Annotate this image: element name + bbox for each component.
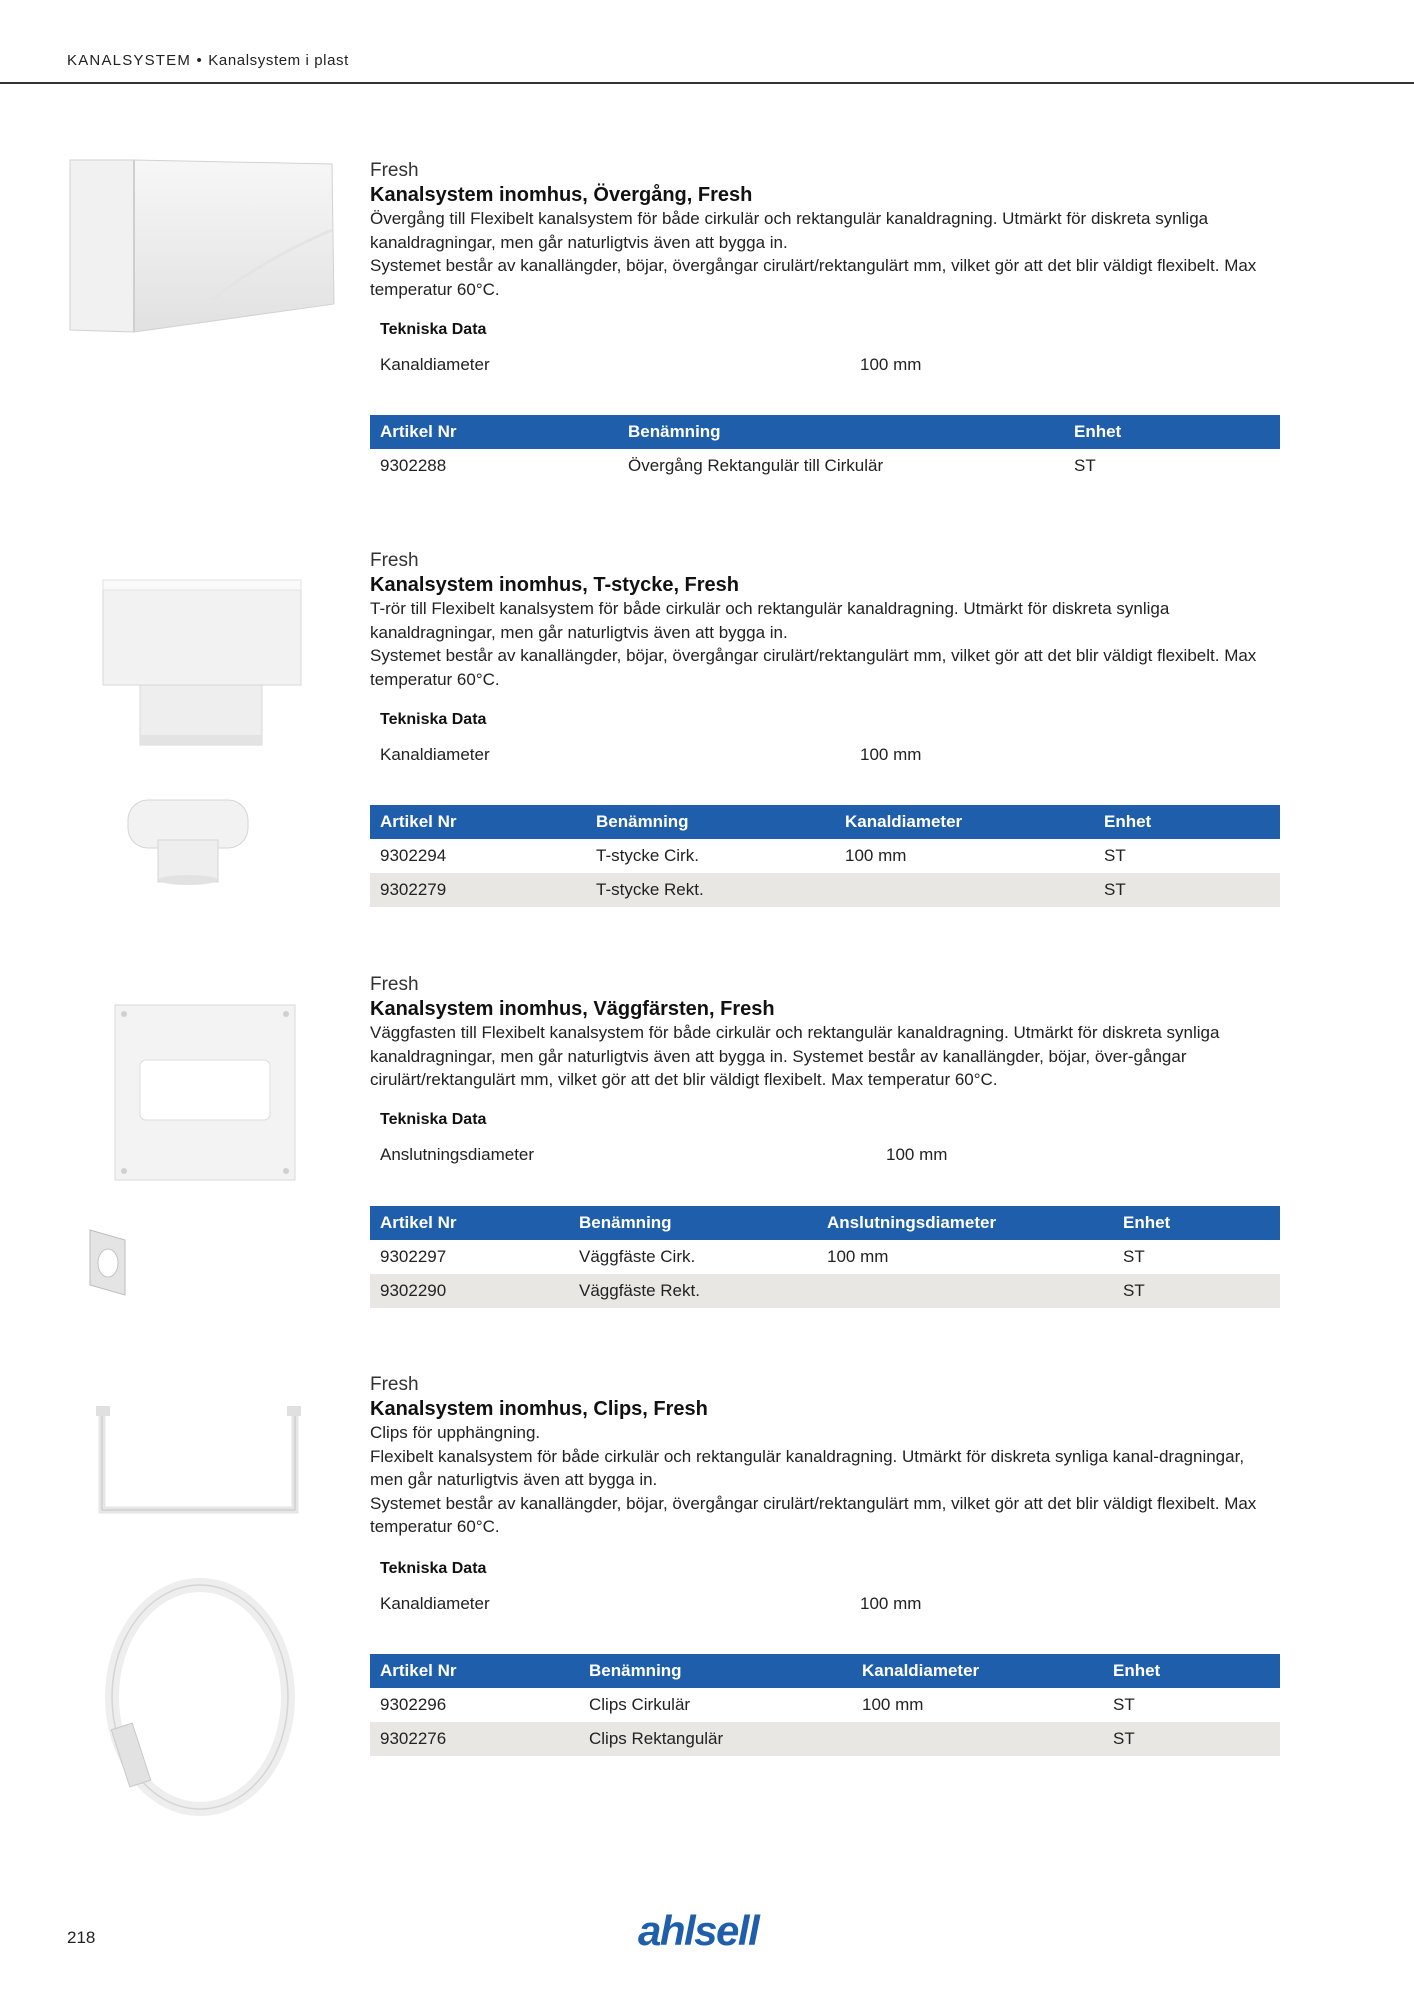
table-row — [370, 1722, 1280, 1756]
column-header-diameter: Anslutningsdiameter — [827, 1213, 997, 1232]
brand-label: Fresh — [370, 160, 419, 181]
description-paragraph: Systemet består av kanallängder, böjar, övergångar cirulärt/rektangulärt mm, vilket gör att det blir väldigt flexibelt. Max temperatur 60°C. — [370, 646, 1257, 689]
product-section-clips — [370, 1374, 1280, 1748]
column-header-unit: Enhet — [1074, 422, 1122, 441]
technical-data-heading: Tekniska Data — [380, 1560, 487, 1577]
column-header-article: Artikel Nr — [380, 1213, 457, 1232]
column-header-diameter: Kanaldiameter — [845, 812, 963, 831]
article-number: 9302276 — [380, 1729, 447, 1748]
article-name: Väggfäste Cirk. — [579, 1247, 696, 1266]
technical-data-value: 100 mm — [860, 355, 922, 374]
column-header-name: Benämning — [628, 422, 721, 441]
article-number: 9302279 — [380, 880, 447, 899]
technical-data-row — [380, 1594, 1280, 1616]
article-number: 9302297 — [380, 1247, 447, 1266]
article-unit: ST — [1123, 1247, 1145, 1266]
table-header-row — [370, 415, 1280, 449]
logo-text: ahlsell — [638, 1907, 759, 1954]
technical-data — [380, 711, 1280, 767]
product-section-wall-bracket — [370, 974, 1280, 1300]
article-diameter: 100 mm — [862, 1695, 924, 1714]
column-header-unit: Enhet — [1123, 1213, 1171, 1232]
table-header-row — [370, 1206, 1280, 1240]
article-diameter — [817, 1274, 1113, 1308]
brand-label: Fresh — [370, 974, 419, 995]
page-header — [0, 0, 1414, 84]
brand-label: Fresh — [370, 1374, 419, 1395]
technical-data-row — [380, 745, 1280, 767]
article-name: T-stycke Rekt. — [596, 880, 704, 899]
table-header-row — [370, 805, 1280, 839]
breadcrumb-category: KANALSYSTEM — [67, 52, 192, 69]
brand-label: Fresh — [370, 550, 419, 571]
technical-data — [380, 321, 1280, 377]
description-paragraph: Clips för upphängning. — [370, 1423, 541, 1442]
table-header-row — [370, 1654, 1280, 1688]
technical-data-heading: Tekniska Data — [380, 321, 487, 338]
article-unit: ST — [1113, 1729, 1135, 1748]
article-table — [370, 415, 1280, 483]
product-section-transition — [370, 160, 1280, 475]
technical-data-heading: Tekniska Data — [380, 1111, 487, 1128]
article-number: 9302288 — [380, 456, 447, 475]
article-table — [370, 1206, 1280, 1308]
product-description — [370, 1021, 1280, 1092]
column-header-article: Artikel Nr — [380, 812, 457, 831]
technical-data — [380, 1111, 1280, 1167]
product-description — [370, 597, 1280, 691]
article-unit: ST — [1123, 1281, 1145, 1300]
article-diameter — [852, 1722, 1103, 1756]
table-row — [370, 839, 1280, 873]
product-title: Kanalsystem inomhus, Clips, Fresh — [370, 1398, 708, 1420]
article-name: Väggfäste Rekt. — [579, 1281, 700, 1300]
breadcrumb — [67, 52, 349, 69]
ahlsell-logo — [634, 1905, 780, 1955]
product-title: Kanalsystem inomhus, T-stycke, Fresh — [370, 574, 740, 596]
t-piece-circular-image — [118, 790, 258, 890]
article-name: Övergång Rektangulär till Cirkulär — [628, 456, 884, 475]
description-paragraph: Flexibelt kanalsystem för både cirkulär och rektangulär kanaldragning. Utmärkt för diskreta synliga kanal-dragningar, men går naturligtvis även att bygga in. — [370, 1446, 1245, 1489]
product-description — [370, 1421, 1280, 1539]
article-diameter: 100 mm — [845, 846, 907, 865]
breadcrumb-subcategory: Kanalsystem i plast — [208, 52, 349, 69]
technical-data-label: Kanaldiameter — [380, 1594, 490, 1613]
wall-bracket-rect-image — [110, 1000, 300, 1185]
article-name: T-stycke Cirk. — [596, 846, 699, 865]
technical-data-value: 100 mm — [860, 1594, 922, 1613]
article-diameter — [835, 873, 1094, 907]
product-title: Kanalsystem inomhus, Övergång, Fresh — [370, 184, 753, 206]
table-row — [370, 1274, 1280, 1308]
table-row — [370, 449, 1280, 483]
technical-data-heading: Tekniska Data — [380, 711, 487, 728]
article-diameter: 100 mm — [827, 1247, 889, 1266]
product-section-t-piece — [370, 550, 1280, 899]
breadcrumb-separator: • — [196, 52, 203, 69]
clips-rect-image — [90, 1400, 305, 1520]
technical-data — [380, 1560, 1280, 1616]
t-piece-rect-image — [95, 560, 315, 770]
transition-duct-image — [62, 150, 352, 350]
column-header-diameter: Kanaldiameter — [862, 1661, 980, 1680]
column-header-name: Benämning — [596, 812, 689, 831]
article-number: 9302294 — [380, 846, 447, 865]
technical-data-label: Kanaldiameter — [380, 745, 490, 764]
technical-data-label: Anslutningsdiameter — [380, 1145, 535, 1164]
description-paragraph: T-rör till Flexibelt kanalsystem för både cirkulär och rektangulär kanaldragning. Utmärkt för diskreta synliga kanaldragningar, men går naturligtvis även att bygga in. — [370, 599, 1170, 642]
wall-bracket-circular-image — [85, 1225, 135, 1300]
page-number: 218 — [67, 1928, 96, 1947]
technical-data-value: 100 mm — [860, 745, 922, 764]
clips-circular-image — [95, 1575, 295, 1835]
article-unit: ST — [1104, 846, 1126, 865]
article-name: Clips Rektangulär — [589, 1729, 724, 1748]
description-paragraph: Systemet består av kanallängder, böjar, övergångar cirulärt/rektangulärt mm, vilket gör att det blir väldigt flexibelt. Max temperatur 60°C. — [370, 1493, 1257, 1536]
article-name: Clips Cirkulär — [589, 1695, 691, 1714]
technical-data-row — [380, 355, 1280, 377]
table-row — [370, 1688, 1280, 1722]
description-paragraph: Övergång till Flexibelt kanalsystem för både cirkulär och rektangulär kanaldragning. Utmärkt för diskreta synliga kanaldragningar, men går naturligtvis även att bygga in. — [370, 209, 1209, 252]
technical-data-label: Kanaldiameter — [380, 355, 490, 374]
article-unit: ST — [1104, 880, 1126, 899]
table-row — [370, 873, 1280, 907]
product-description — [370, 207, 1280, 301]
article-number: 9302296 — [380, 1695, 447, 1714]
product-title: Kanalsystem inomhus, Väggfärsten, Fresh — [370, 998, 775, 1020]
table-row — [370, 1240, 1280, 1274]
article-unit: ST — [1074, 456, 1096, 475]
column-header-article: Artikel Nr — [380, 1661, 457, 1680]
article-table — [370, 805, 1280, 907]
article-table — [370, 1654, 1280, 1756]
description-paragraph: Väggfasten till Flexibelt kanalsystem för både cirkulär och rektangulär kanaldragning. Utmärkt för diskreta synliga kanaldragningar, men går naturligtvis även att bygga in. Systemet består av kanallängder, böjar, över-gångar cirulärt/rektangulärt mm, vilket gör att det blir väldigt flexibelt. Max temperatur 60°C. — [370, 1023, 1220, 1089]
description-paragraph: Systemet består av kanallängder, böjar, övergångar cirulärt/rektangulärt mm, vilket gör att det blir väldigt flexibelt. Max temperatur 60°C. — [370, 256, 1257, 299]
column-header-name: Benämning — [589, 1661, 682, 1680]
column-header-name: Benämning — [579, 1213, 672, 1232]
article-number: 9302290 — [380, 1281, 447, 1300]
column-header-unit: Enhet — [1113, 1661, 1161, 1680]
technical-data-row — [380, 1145, 1280, 1167]
column-header-article: Artikel Nr — [380, 422, 457, 441]
article-unit: ST — [1113, 1695, 1135, 1714]
technical-data-value: 100 mm — [886, 1145, 948, 1164]
column-header-unit: Enhet — [1104, 812, 1152, 831]
